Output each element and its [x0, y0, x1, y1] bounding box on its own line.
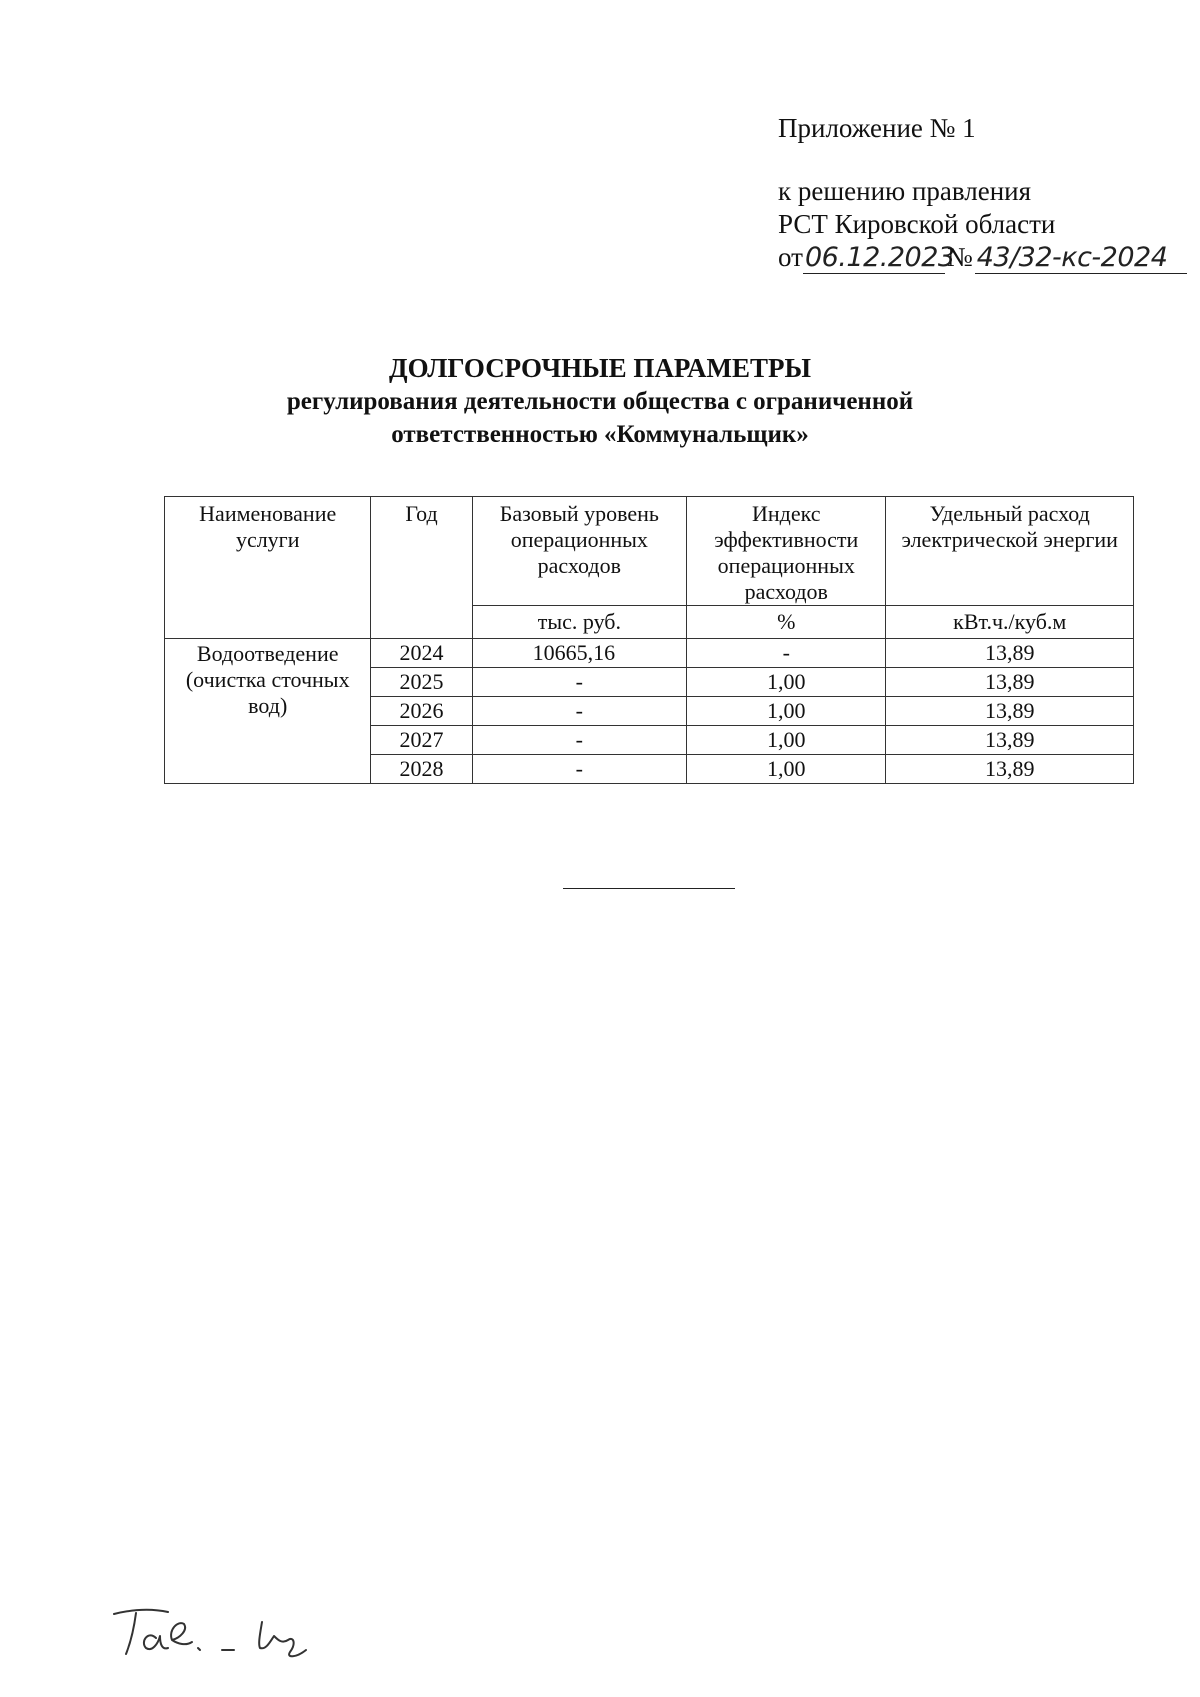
- annex-date-number-line: [778, 241, 1187, 274]
- header-base-opex: Базовый уровень операционных расходов: [472, 497, 686, 606]
- header-specific-energy: Удельный расход электрической энергии: [886, 497, 1134, 606]
- closing-separator-line: [563, 888, 735, 889]
- cell-year: 2025: [371, 668, 472, 697]
- handwritten-date: 06.12.2023: [804, 242, 955, 273]
- document-title: [0, 352, 1200, 451]
- cell-efficiency-index: 1,00: [687, 726, 886, 755]
- title-line-2: регулирования деятельности общества с ограниченной: [286, 388, 914, 415]
- annex-authority-line: РСТ Кировской области: [778, 209, 1056, 239]
- cell-year: 2024: [371, 639, 472, 668]
- unit-base-opex: тыс. руб.: [472, 606, 686, 639]
- cell-year: 2028: [371, 755, 472, 784]
- annex-decision-line: к решению правления: [778, 176, 1032, 206]
- parameters-table: [164, 496, 1134, 784]
- cell-base-opex: -: [472, 668, 686, 697]
- title-line-1: ДОЛГОСРОЧНЫЕ ПАРАМЕТРЫ: [389, 353, 811, 383]
- cell-efficiency-index: 1,00: [687, 697, 886, 726]
- cell-specific-energy: 13,89: [886, 726, 1134, 755]
- cell-base-opex: -: [472, 726, 686, 755]
- cell-year: 2026: [371, 697, 472, 726]
- cell-year: 2027: [371, 726, 472, 755]
- cell-base-opex: -: [472, 755, 686, 784]
- table-row: [165, 639, 1134, 668]
- cell-efficiency-index: -: [687, 639, 886, 668]
- annex-label: Приложение № 1: [778, 113, 976, 143]
- cell-base-opex: -: [472, 697, 686, 726]
- cell-specific-energy: 13,89: [886, 697, 1134, 726]
- handwritten-signature: [110, 1600, 340, 1670]
- cell-base-opex: 10665,16: [472, 639, 686, 668]
- table-header-row: [165, 497, 1134, 606]
- unit-specific-energy: кВт.ч./куб.м: [886, 606, 1134, 639]
- header-year: Год: [371, 497, 472, 639]
- handwritten-number: 43/32-кс-2024: [975, 243, 1187, 274]
- title-line-3: ответственностью «Коммунальщик»: [391, 421, 809, 448]
- cell-specific-energy: 13,89: [886, 639, 1134, 668]
- date-prefix: от: [778, 242, 803, 272]
- service-name-cell: Водоотведение (очистка сточных вод): [165, 639, 371, 784]
- cell-efficiency-index: 1,00: [687, 668, 886, 697]
- annex-block: [778, 112, 1187, 274]
- unit-efficiency-index: %: [687, 606, 886, 639]
- header-service: Наименование услуги: [165, 497, 371, 639]
- cell-efficiency-index: 1,00: [687, 755, 886, 784]
- header-efficiency-index: Индекс эффективности операционных расходов: [687, 497, 886, 606]
- cell-specific-energy: 13,89: [886, 755, 1134, 784]
- cell-specific-energy: 13,89: [886, 668, 1134, 697]
- number-prefix: №: [946, 242, 973, 272]
